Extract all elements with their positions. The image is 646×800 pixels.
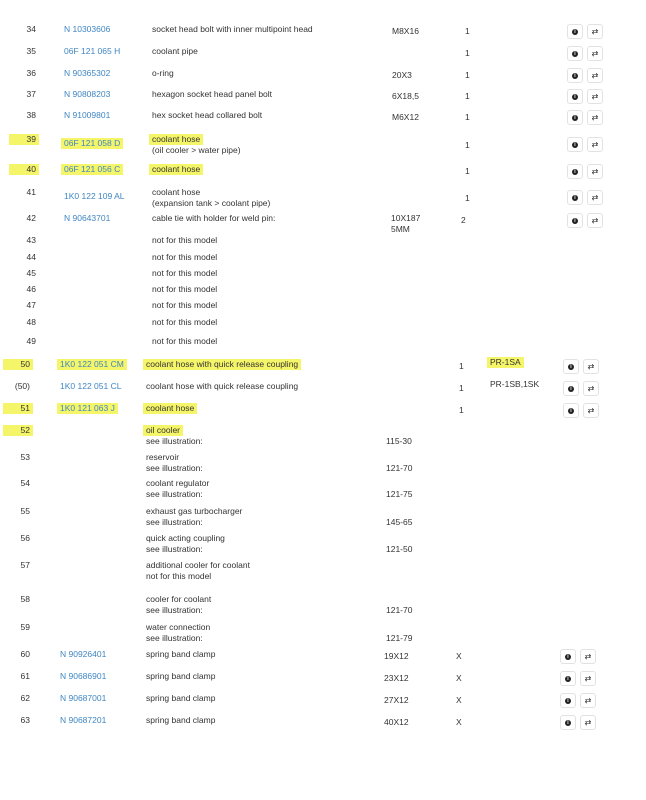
- quantity: 1: [465, 91, 470, 101]
- part-description: cooler for coolant: [146, 594, 212, 604]
- swap-arrows-icon: ⇄: [591, 91, 599, 101]
- swap-arrows-icon: ⇄: [591, 215, 599, 225]
- swap-button[interactable]: [587, 213, 603, 228]
- swap-button[interactable]: [587, 110, 603, 125]
- part-description: coolant regulator: [146, 478, 210, 488]
- quantity: 1: [465, 26, 470, 36]
- part-number-link[interactable]: N 90686901: [60, 671, 107, 681]
- part-description: coolant hose: [149, 164, 203, 175]
- table-row: [0, 403, 646, 415]
- table-row: [0, 560, 646, 580]
- part-description-detail: see illustration:: [146, 436, 203, 446]
- info-icon: i: [572, 94, 578, 100]
- position-number: 47: [26, 300, 36, 310]
- swap-arrows-icon: ⇄: [591, 112, 599, 122]
- position-number: 54: [20, 478, 30, 488]
- position-number: 58: [20, 594, 30, 604]
- table-row: [0, 533, 646, 553]
- table-row: [0, 252, 646, 264]
- part-number-link[interactable]: N 90643701: [64, 213, 111, 223]
- table-row: [0, 284, 646, 296]
- part-description: not for this model: [152, 284, 218, 294]
- size-value: 121-79: [386, 633, 413, 643]
- table-row: [0, 381, 646, 393]
- info-button[interactable]: [567, 24, 583, 39]
- part-number-link[interactable]: N 10303606: [64, 24, 111, 34]
- table-row: [0, 715, 646, 727]
- size-value: 115-30: [386, 436, 412, 446]
- part-description: water connection: [146, 622, 211, 632]
- swap-arrows-icon: ⇄: [591, 48, 599, 58]
- info-button[interactable]: [567, 190, 583, 205]
- table-row: [0, 187, 646, 207]
- position-number: 43: [26, 235, 36, 245]
- swap-button[interactable]: [587, 164, 603, 179]
- size-value: 23X12: [384, 673, 409, 683]
- part-description: reservoir: [146, 452, 180, 462]
- swap-arrows-icon: ⇄: [591, 192, 599, 202]
- table-row: [0, 693, 646, 705]
- quantity: 1: [465, 166, 470, 176]
- part-description-detail: (expansion tank > coolant pipe): [152, 198, 271, 208]
- size-value: 10X187: [391, 213, 421, 223]
- position-number: 42: [26, 213, 36, 223]
- quantity: 1: [459, 383, 464, 393]
- part-number-link[interactable]: 1K0 122 051 CL: [60, 381, 122, 391]
- size-value: 5MM: [391, 224, 410, 234]
- swap-button[interactable]: [580, 649, 596, 664]
- part-description: coolant pipe: [152, 46, 198, 56]
- part-description-detail: see illustration:: [146, 489, 203, 499]
- table-row: [0, 134, 646, 154]
- quantity: 1: [459, 405, 464, 415]
- info-icon: i: [568, 386, 574, 392]
- table-row: [0, 68, 646, 80]
- info-icon: i: [572, 73, 578, 79]
- part-description: quick acting coupling: [146, 533, 225, 543]
- position-number: 49: [26, 336, 36, 346]
- part-number-link[interactable]: N 90687201: [60, 715, 107, 725]
- part-number-link[interactable]: 06F 121 056 C: [61, 164, 123, 175]
- size-value: M6X12: [392, 112, 419, 122]
- size-value: 121-70: [386, 605, 413, 615]
- quantity: 1: [459, 361, 464, 371]
- size-value: 121-75: [386, 489, 413, 499]
- swap-arrows-icon: ⇄: [584, 673, 592, 683]
- quantity: X: [456, 673, 462, 683]
- part-description: spring band clamp: [146, 693, 216, 703]
- part-number-link[interactable]: 06F 121 065 H: [64, 46, 121, 56]
- position-number: (50): [14, 381, 30, 391]
- position-number: 38: [26, 110, 36, 120]
- part-description: spring band clamp: [146, 649, 216, 659]
- position-number: 52: [3, 425, 33, 436]
- info-button[interactable]: [567, 89, 583, 104]
- info-button[interactable]: [567, 68, 583, 83]
- swap-button[interactable]: [587, 137, 603, 152]
- size-value: 145-65: [386, 517, 413, 527]
- part-description: oil cooler: [143, 425, 183, 436]
- quantity: X: [456, 695, 462, 705]
- table-row: [0, 24, 646, 38]
- part-number-link[interactable]: N 90808203: [64, 89, 111, 99]
- pr-code-note: PR-1SB,1SK: [490, 379, 540, 389]
- info-button[interactable]: [567, 213, 583, 228]
- position-number: 35: [26, 46, 36, 56]
- part-description: additional cooler for coolant: [146, 560, 250, 570]
- info-button[interactable]: [567, 110, 583, 125]
- quantity: 1: [465, 70, 470, 80]
- swap-button[interactable]: [583, 359, 599, 374]
- table-row: [0, 594, 646, 614]
- part-description: not for this model: [152, 235, 218, 245]
- table-row: [0, 89, 646, 101]
- info-button[interactable]: [563, 359, 579, 374]
- position-number: 46: [26, 284, 36, 294]
- info-button[interactable]: [563, 403, 579, 418]
- part-description: spring band clamp: [146, 715, 216, 725]
- swap-arrows-icon: ⇄: [587, 405, 595, 415]
- swap-button[interactable]: [580, 671, 596, 686]
- info-button[interactable]: [563, 381, 579, 396]
- quantity: X: [456, 717, 462, 727]
- table-row: [0, 300, 646, 312]
- info-icon: i: [565, 720, 571, 726]
- size-value: 121-50: [386, 544, 413, 554]
- position-number: 61: [20, 671, 30, 681]
- position-number: 60: [20, 649, 30, 659]
- table-row: [0, 622, 646, 642]
- quantity: 1: [465, 140, 470, 150]
- quantity: 1: [465, 193, 470, 203]
- part-description: not for this model: [152, 268, 218, 278]
- table-row: [0, 317, 646, 329]
- pr-code-note: PR-1SA: [487, 357, 524, 368]
- part-description-detail: see illustration:: [146, 463, 203, 473]
- info-button[interactable]: [567, 137, 583, 152]
- part-number-link[interactable]: 1K0 122 051 CM: [57, 359, 127, 370]
- info-button[interactable]: [567, 164, 583, 179]
- table-row: [0, 425, 646, 445]
- swap-button[interactable]: [587, 89, 603, 104]
- table-row: [0, 452, 646, 472]
- table-row: [0, 649, 646, 661]
- table-row: [0, 46, 646, 58]
- size-value: 20X3: [392, 70, 412, 80]
- info-icon: i: [572, 29, 578, 35]
- info-button[interactable]: [560, 715, 576, 730]
- position-number: 57: [20, 560, 30, 570]
- position-number: 34: [26, 24, 36, 34]
- table-row: [0, 671, 646, 683]
- table-row: [0, 359, 646, 371]
- swap-arrows-icon: ⇄: [591, 139, 599, 149]
- position-number: 39: [9, 134, 39, 145]
- info-icon: i: [572, 218, 578, 224]
- part-number-link[interactable]: N 90687001: [60, 693, 107, 703]
- position-number: 62: [20, 693, 30, 703]
- info-icon: i: [572, 169, 578, 175]
- swap-arrows-icon: ⇄: [584, 695, 592, 705]
- part-description-detail: see illustration:: [146, 633, 203, 643]
- info-button[interactable]: [560, 649, 576, 664]
- position-number: 44: [26, 252, 36, 262]
- position-number: 55: [20, 506, 30, 516]
- quantity: X: [456, 651, 462, 661]
- table-row: [0, 478, 646, 498]
- size-value: 27X12: [384, 695, 409, 705]
- swap-button[interactable]: [580, 693, 596, 708]
- part-number-link[interactable]: 06F 121 058 D: [61, 138, 123, 149]
- swap-button[interactable]: [587, 46, 603, 61]
- part-description: cable tie with holder for weld pin:: [152, 213, 276, 223]
- quantity: 2: [461, 215, 466, 225]
- part-description: spring band clamp: [146, 671, 216, 681]
- part-description: coolant hose: [143, 403, 197, 414]
- swap-arrows-icon: ⇄: [587, 361, 595, 371]
- table-row: [0, 336, 646, 348]
- info-icon: i: [565, 676, 571, 682]
- position-number: 48: [26, 317, 36, 327]
- size-value: 121-70: [386, 463, 413, 473]
- table-row: [0, 235, 646, 247]
- info-button[interactable]: [560, 671, 576, 686]
- part-description-detail: (oil cooler > water pipe): [152, 145, 241, 155]
- part-description: coolant hose: [152, 187, 201, 197]
- table-row: [0, 164, 646, 176]
- part-description: socket head bolt with inner multipoint head: [152, 24, 313, 34]
- position-number: 40: [9, 164, 39, 175]
- size-value: 40X12: [384, 717, 409, 727]
- info-button[interactable]: [560, 693, 576, 708]
- part-number-link[interactable]: N 90365302: [64, 68, 111, 78]
- part-description: coolant hose: [149, 134, 203, 145]
- swap-arrows-icon: ⇄: [591, 166, 599, 176]
- swap-button[interactable]: [587, 24, 603, 39]
- position-number: 63: [20, 715, 30, 725]
- size-value: M8X16: [392, 26, 419, 36]
- swap-button[interactable]: [583, 403, 599, 418]
- part-number-link[interactable]: N 91009801: [64, 110, 111, 120]
- part-description-detail: see illustration:: [146, 605, 203, 615]
- size-value: 19X12: [384, 651, 409, 661]
- table-row: [0, 110, 646, 122]
- info-icon: i: [572, 115, 578, 121]
- info-icon: i: [568, 364, 574, 370]
- part-description: hexagon socket head panel bolt: [152, 89, 273, 99]
- position-number: 41: [26, 187, 36, 197]
- swap-arrows-icon: ⇄: [591, 70, 599, 80]
- quantity: 1: [465, 112, 470, 122]
- swap-arrows-icon: ⇄: [584, 651, 592, 661]
- info-icon: i: [565, 698, 571, 704]
- swap-button[interactable]: [580, 715, 596, 730]
- info-icon: i: [568, 408, 574, 414]
- position-number: 37: [26, 89, 36, 99]
- position-number: 36: [26, 68, 36, 78]
- position-number: 56: [20, 533, 30, 543]
- part-description: not for this model: [152, 336, 218, 346]
- part-description: hex socket head collared bolt: [152, 110, 263, 120]
- quantity: 1: [465, 48, 470, 58]
- info-button[interactable]: [567, 46, 583, 61]
- part-number-link[interactable]: N 90926401: [60, 649, 107, 659]
- position-number: 53: [20, 452, 30, 462]
- swap-arrows-icon: ⇄: [591, 26, 599, 36]
- swap-button[interactable]: [587, 190, 603, 205]
- part-description: exhaust gas turbocharger: [146, 506, 243, 516]
- info-icon: i: [565, 654, 571, 660]
- part-description-detail: see illustration:: [146, 544, 203, 554]
- table-row: [0, 213, 646, 233]
- part-description: not for this model: [152, 317, 218, 327]
- info-icon: i: [572, 51, 578, 57]
- swap-arrows-icon: ⇄: [584, 717, 592, 727]
- part-description: coolant hose with quick release coupling: [146, 381, 299, 391]
- part-description: o-ring: [152, 68, 174, 78]
- part-description-detail: not for this model: [146, 571, 212, 581]
- position-number: 59: [20, 622, 30, 632]
- part-description: not for this model: [152, 300, 218, 310]
- info-icon: i: [572, 195, 578, 201]
- position-number: 51: [3, 403, 33, 414]
- part-number-link[interactable]: 1K0 121 063 J: [57, 403, 118, 414]
- part-number-link[interactable]: 1K0 122 109 AL: [64, 191, 125, 201]
- part-description: not for this model: [152, 252, 218, 262]
- table-row: [0, 506, 646, 526]
- table-row: [0, 268, 646, 280]
- part-description-detail: see illustration:: [146, 517, 203, 527]
- part-description: coolant hose with quick release coupling: [143, 359, 301, 370]
- swap-button[interactable]: [583, 381, 599, 396]
- position-number: 45: [26, 268, 36, 278]
- swap-button[interactable]: [587, 68, 603, 83]
- swap-arrows-icon: ⇄: [587, 383, 595, 393]
- info-icon: i: [572, 142, 578, 148]
- size-value: 6X18,5: [392, 91, 419, 101]
- position-number: 50: [3, 359, 33, 370]
